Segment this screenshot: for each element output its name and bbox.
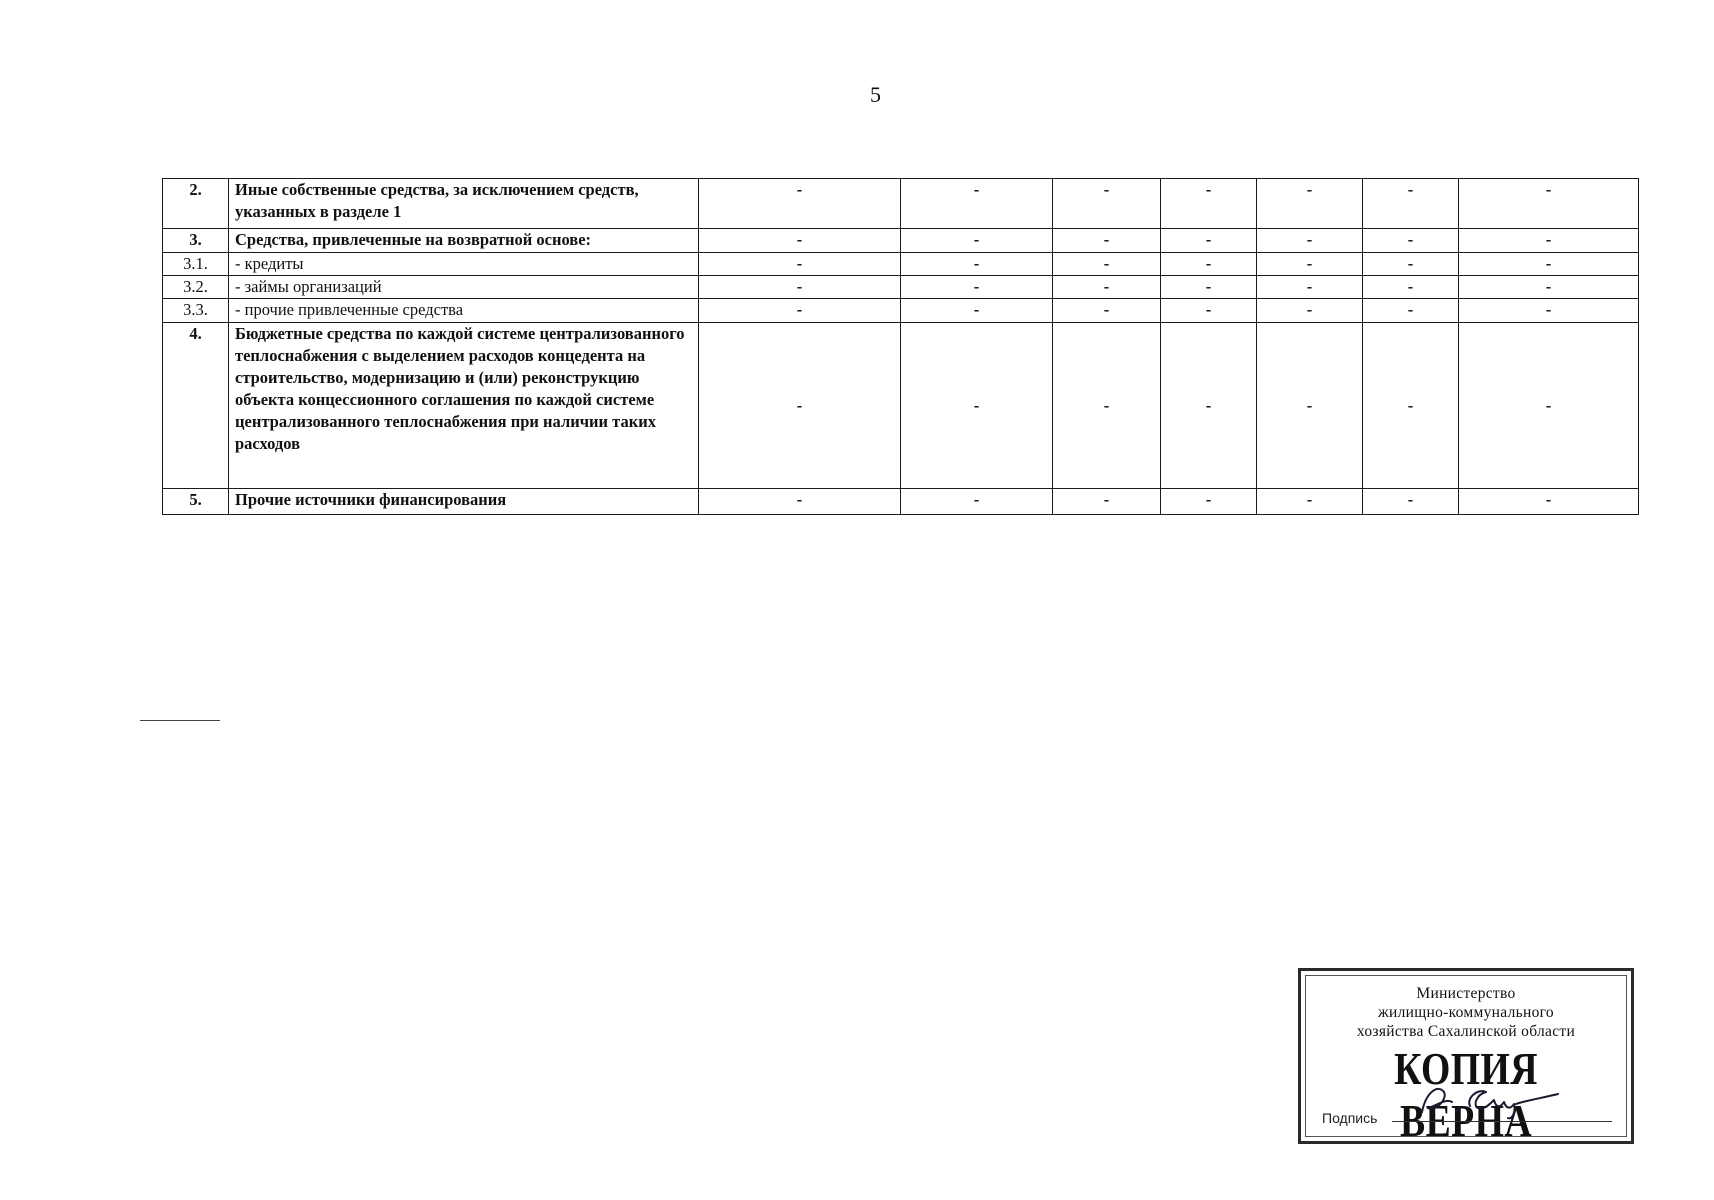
cell-value: - [1459, 489, 1639, 515]
cell-value: - [901, 323, 1053, 489]
cell-value: - [1161, 229, 1257, 253]
row-number: 4. [163, 323, 229, 489]
cell-value: - [699, 489, 901, 515]
row-number: 2. [163, 179, 229, 229]
row-label: Бюджетные средства по каждой системе централизованного теплоснабжения с выделением расходов концедента на строительство, модернизацию и (или) реконструкцию объекта концессионного соглашения по каждой системе централизованного теплоснабжения при наличии таких расходов [229, 323, 699, 489]
cell-value: - [901, 179, 1053, 229]
row-label: - займы организаций [229, 276, 699, 299]
cell-value: - [1161, 489, 1257, 515]
cell-value: - [699, 179, 901, 229]
stamp-line-ministry: Министерство [1416, 985, 1516, 1002]
cell-value: - [1257, 323, 1363, 489]
cell-value: - [1459, 179, 1639, 229]
cell-value: - [1053, 323, 1161, 489]
cell-value: - [1053, 276, 1161, 299]
cell-value: - [1257, 229, 1363, 253]
cell-value: - [1363, 276, 1459, 299]
row-number: 3.3. [163, 299, 229, 323]
cell-value: - [1363, 489, 1459, 515]
cell-value: - [1053, 299, 1161, 323]
table-row [163, 323, 1639, 489]
cell-value: - [1053, 179, 1161, 229]
cell-value: - [1363, 323, 1459, 489]
cell-value: - [1459, 276, 1639, 299]
cell-value: - [1363, 253, 1459, 276]
page-number: 5 [870, 82, 881, 107]
cell-value: - [1459, 323, 1639, 489]
cell-value: - [901, 489, 1053, 515]
cell-value: - [1363, 229, 1459, 253]
table-row [163, 253, 1639, 276]
cell-value: - [901, 299, 1053, 323]
cell-value: - [901, 229, 1053, 253]
cell-value: - [1161, 299, 1257, 323]
cell-value: - [1459, 229, 1639, 253]
cell-value: - [1363, 179, 1459, 229]
cell-value: - [1161, 253, 1257, 276]
table-row [163, 179, 1639, 229]
financing-table [162, 178, 1639, 515]
cell-value: - [1257, 489, 1363, 515]
stamp-line-region: хозяйства Сахалинской области [1356, 1023, 1576, 1040]
cell-value: - [699, 253, 901, 276]
certification-stamp [1298, 968, 1634, 1144]
cell-value: - [1053, 489, 1161, 515]
stamp-title: КОПИЯ ВЕРНА [1394, 1043, 1538, 1146]
row-label: Средства, привлеченные на возвратной основе: [229, 229, 699, 253]
cell-value: - [901, 253, 1053, 276]
cell-value: - [1257, 179, 1363, 229]
table-row [163, 489, 1639, 515]
cell-value: - [1363, 299, 1459, 323]
signature-label: Подпись [1322, 1110, 1378, 1126]
cell-value: - [1459, 299, 1639, 323]
cell-value: - [699, 299, 901, 323]
stamp-inner-border [1305, 975, 1627, 1146]
row-label: - прочие привлеченные средства [229, 299, 699, 323]
cell-value: - [1053, 229, 1161, 253]
row-label: Прочие источники финансирования [229, 489, 699, 515]
cell-value: - [699, 229, 901, 253]
cell-value: - [901, 276, 1053, 299]
table-row [163, 229, 1639, 253]
cell-value: - [1257, 253, 1363, 276]
cell-value: - [1257, 276, 1363, 299]
row-label: Иные собственные средства, за исключением средств, указанных в разделе 1 [229, 179, 699, 229]
table-row [163, 299, 1639, 323]
row-number: 3.2. [163, 276, 229, 299]
cell-value: - [1161, 276, 1257, 299]
cell-value: - [699, 276, 901, 299]
stamp-line-department: жилищно-коммунального [1378, 1004, 1554, 1021]
scan-mark [140, 720, 220, 721]
cell-value: - [1053, 253, 1161, 276]
handwritten-signature [1416, 1078, 1566, 1122]
row-number: 5. [163, 489, 229, 515]
cell-value: - [1257, 299, 1363, 323]
cell-value: - [1459, 253, 1639, 276]
table-row [163, 276, 1639, 299]
row-number: 3.1. [163, 253, 229, 276]
row-label: - кредиты [229, 253, 699, 276]
row-number: 3. [163, 229, 229, 253]
cell-value: - [1161, 323, 1257, 489]
cell-value: - [699, 323, 901, 489]
cell-value: - [1161, 179, 1257, 229]
